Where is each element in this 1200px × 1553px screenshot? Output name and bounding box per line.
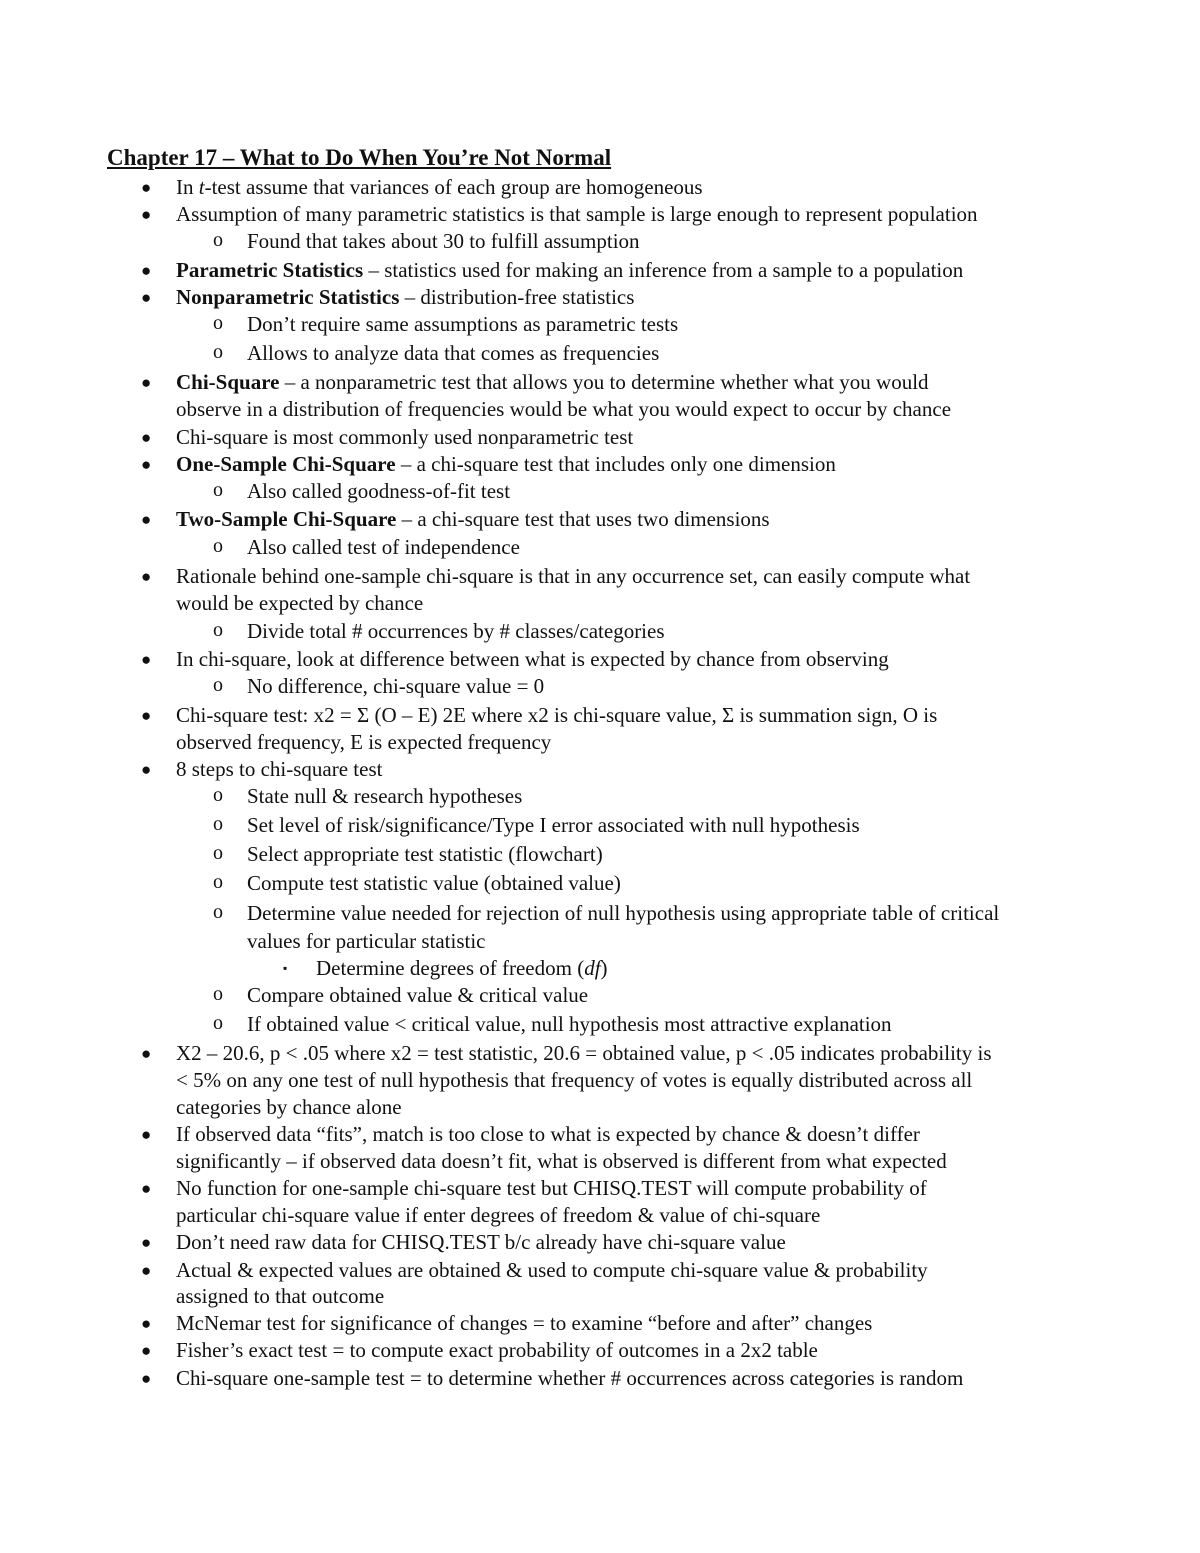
sub-item: o Also called goodness-of-fit test: [213, 479, 511, 503]
term: Parametric Statistics: [176, 258, 364, 282]
bullet-marker: ●: [141, 760, 152, 779]
term: Two-Sample Chi-Square: [176, 507, 397, 531]
circle-marker: o: [213, 842, 223, 864]
bullet-item: ● Nonparametric Statistics – distribution-free statistics: [141, 285, 635, 309]
bullet-item: ● If observed data “fits”, match is too close to what is expected by chance & doesn’t differ: [141, 1122, 920, 1146]
bullet-marker: ●: [141, 261, 152, 280]
sub-item: o State null & research hypotheses: [213, 784, 523, 808]
sub-item: o If obtained value < critical value, null hypothesis most attractive explanation: [213, 1012, 892, 1036]
bullet-item: ● Chi-Square – a nonparametric test that allows you to determine whether what you would: [141, 370, 929, 394]
circle-marker: o: [213, 901, 223, 923]
bullet-marker: ●: [141, 1044, 152, 1063]
bullet-marker: ●: [141, 1179, 152, 1198]
sub-sub-item: ▪ Determine degrees of freedom (df): [283, 956, 608, 980]
bullet-marker: ●: [141, 567, 152, 586]
circle-marker: o: [213, 535, 223, 557]
bullet-marker: ●: [141, 510, 152, 529]
bullet-continuation: would be expected by chance: [176, 591, 424, 615]
term: Nonparametric Statistics: [176, 285, 400, 309]
bullet-item: ● X2 – 20.6, p < .05 where x2 = test statistic, 20.6 = obtained value, p < .05 indicates probability is: [141, 1041, 992, 1065]
page-title: Chapter 17 – What to Do When You’re Not Normal: [107, 145, 612, 170]
bullet-item: ● Assumption of many parametric statistics is that sample is large enough to represent population: [141, 202, 978, 226]
bullet-continuation: observe in a distribution of frequencies would be what you would expect to occur by chance: [176, 397, 952, 421]
sub-item: o Select appropriate test statistic (flowchart): [213, 842, 603, 866]
bullet-marker: ●: [141, 205, 152, 224]
sub-item: o Divide total # occurrences by # classes/categories: [213, 619, 665, 643]
bullet-item: ● Two-Sample Chi-Square – a chi-square test that uses two dimensions: [141, 507, 770, 531]
sub-item: o Don’t require same assumptions as parametric tests: [213, 312, 679, 336]
square-marker: ▪: [283, 961, 288, 975]
bullet-item: ● Rationale behind one-sample chi-square is that in any occurrence set, can easily compute what: [141, 564, 971, 588]
sub-item: o Set level of risk/significance/Type I error associated with null hypothesis: [213, 813, 860, 837]
bullet-item: ● Chi-square test: x2 = Σ (O – E) 2E where x2 is chi-square value, Σ is summation sign, O is: [141, 703, 938, 727]
bullet-continuation: categories by chance alone: [176, 1095, 402, 1119]
bullet-marker: ●: [141, 650, 152, 669]
bullet-item: ● McNemar test for significance of changes = to examine “before and after” changes: [141, 1311, 873, 1335]
sub-item: o Also called test of independence: [213, 535, 520, 559]
circle-marker: o: [213, 871, 223, 893]
bullet-marker: ●: [141, 1125, 152, 1144]
bullet-item: ● Parametric Statistics – statistics used for making an inference from a sample to a population: [141, 258, 964, 282]
bullet-item: ● Chi-square is most commonly used nonparametric test: [141, 425, 634, 449]
bullet-marker: ●: [141, 1314, 152, 1333]
bullet-item: ● One-Sample Chi-Square – a chi-square test that includes only one dimension: [141, 452, 836, 476]
sub-item: o Allows to analyze data that comes as frequencies: [213, 341, 660, 365]
bullet-marker: ●: [141, 455, 152, 474]
bullet-item: ● Actual & expected values are obtained & used to compute chi-square value & probability: [141, 1258, 928, 1282]
bullet-marker: ●: [141, 706, 152, 725]
sub-item: o Determine value needed for rejection of null hypothesis using appropriate table of critical: [213, 901, 1000, 925]
bullet-continuation: significantly – if observed data doesn’t fit, what is observed is different from what expected: [176, 1149, 947, 1173]
bullet-item: ● In chi-square, look at difference between what is expected by chance from observing: [141, 647, 889, 671]
bullet-marker: ●: [141, 178, 152, 197]
bullet-marker: ●: [141, 1261, 152, 1280]
circle-marker: o: [213, 229, 223, 251]
sub-item: o Compare obtained value & critical value: [213, 983, 589, 1007]
sub-item: o Compute test statistic value (obtained value): [213, 871, 621, 895]
circle-marker: o: [213, 813, 223, 835]
circle-marker: o: [213, 983, 223, 1005]
bullet-continuation: < 5% on any one test of null hypothesis that frequency of votes is equally distributed across all: [176, 1068, 973, 1092]
bullet-continuation: assigned to that outcome: [176, 1284, 385, 1308]
bullet-marker: ●: [141, 428, 152, 447]
bullet-item: ● No function for one-sample chi-square test but CHISQ.TEST will compute probability of: [141, 1176, 927, 1200]
bullet-item: ● Don’t need raw data for CHISQ.TEST b/c already have chi-square value: [141, 1230, 786, 1254]
circle-marker: o: [213, 619, 223, 641]
circle-marker: o: [213, 341, 223, 363]
term: One-Sample Chi-Square: [176, 452, 396, 476]
circle-marker: o: [213, 784, 223, 806]
bullet-item: ● 8 steps to chi-square test: [141, 757, 383, 781]
circle-marker: o: [213, 312, 223, 334]
bullet-item: ● In t-test assume that variances of each group are homogeneous: [141, 175, 703, 199]
bullet-marker: ●: [141, 373, 152, 392]
bullet-marker: ●: [141, 288, 152, 307]
circle-marker: o: [213, 479, 223, 501]
bullet-item: ● Fisher’s exact test = to compute exact probability of outcomes in a 2x2 table: [141, 1338, 818, 1362]
bullet-marker: ●: [141, 1233, 152, 1252]
sub-item-continuation: values for particular statistic: [247, 929, 486, 953]
bullet-marker: ●: [141, 1369, 152, 1388]
bullet-continuation: observed frequency, E is expected frequency: [176, 730, 552, 754]
bullet-item: ● Chi-square one-sample test = to determine whether # occurrences across categories is random: [141, 1366, 964, 1390]
bullet-marker: ●: [141, 1341, 152, 1360]
term: Chi-Square: [176, 370, 280, 394]
circle-marker: o: [213, 1012, 223, 1034]
circle-marker: o: [213, 674, 223, 696]
bullet-continuation: particular chi-square value if enter degrees of freedom & value of chi-square: [176, 1203, 821, 1227]
sub-item: o No difference, chi-square value = 0: [213, 674, 545, 698]
sub-item: o Found that takes about 30 to fulfill assumption: [213, 229, 640, 253]
